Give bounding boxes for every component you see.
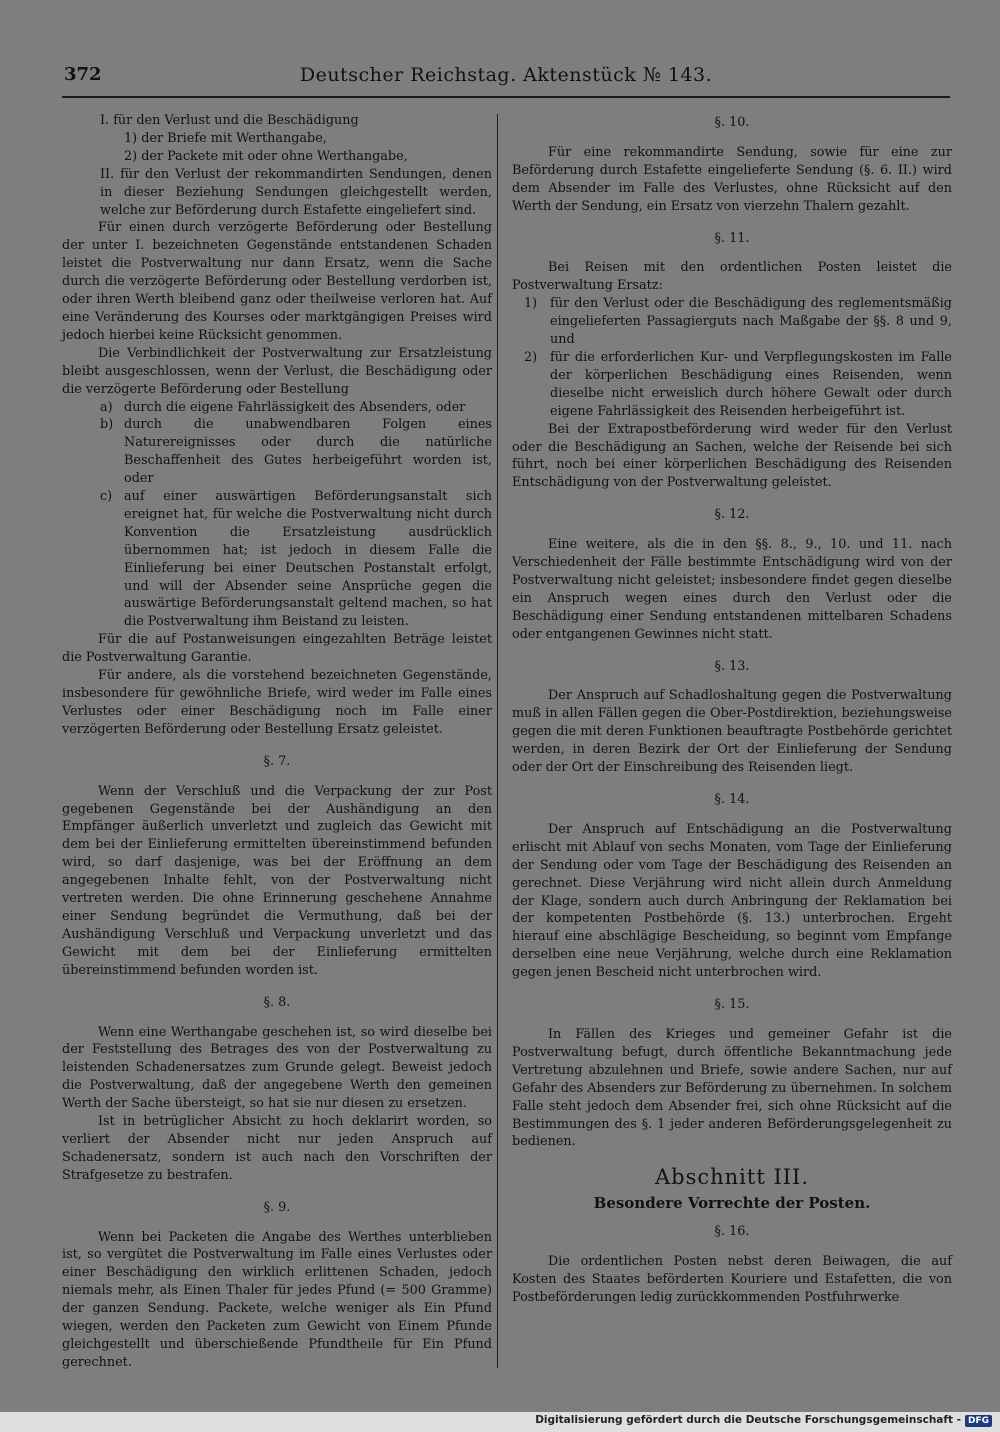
list-item: a) durch die eigene Fahrlässigkeit des Absenders, oder (100, 399, 466, 415)
chapter-heading: Abschnitt III. (654, 1165, 810, 1190)
section-heading: §. 12. (714, 507, 750, 523)
header-title: Deutscher Reichstag. Aktenstück № 143. (299, 64, 713, 86)
paragraph: Wenn eine Werthangabe geschehen ist, so wird dieselbe bei der Feststellung des Betrages des von der Postverwaltung zu leistenden Schadenersatzes zum Grunde gelegt. Beweist jedoch die Postverwaltung, daß der angegebene Werth den gemeinen Werth der Sache übersteigt, so hat sie nur diesen zu ersetzen. (62, 1024, 492, 1112)
chapter-subtitle: Besondere Vorrechte der Posten. (593, 1194, 871, 1213)
paragraph: Wenn der Verschluß und die Verpackung der zur Post gegebenen Gegenstände bei der Aushändigung an den Empfänger äußerlich unverletzt und zugleich das Gewicht mit dem bei der Einlieferung ermittelten übereinstimmend befunden wird, so darf dasjenige, was bei der Eröffnung an dem angegebenen Inhalte fehlt, von der Postverwaltung nicht vertreten werden. Die ohne Erinnerung geschehene Annahme einer Sendung begründet die Vermuthung, daß bei der Aushändigung Verschluß und Verpackung unverletzt und das Gewicht mit dem bei der Einlieferung ermittelten übereinstimmend befunden worden ist. (62, 783, 492, 978)
paragraph: Wenn bei Packeten die Angabe des Werthes unterblieben ist, so vergütet die Postverwaltung im Falle eines Verlustes oder einer Beschädigung den wirklich erlittenen Schaden, jedoch niemals mehr, als Einen Thaler für jedes Pfund (= 500 Gramme) der ganzen Sendung. Packete, welche weniger als Ein Pfund wiegen, werden den Packeten zum Gewicht von Einem Pfunde gleichgestellt und überschießende Pfundtheile für Ein Pfund gerechnet. (62, 1229, 492, 1370)
list-item: 2) der Packete mit oder ohne Werthangabe, (124, 148, 408, 164)
column-divider (497, 114, 498, 1368)
section-heading: §. 7. (263, 753, 291, 769)
list-item: 2) für die erforderlichen Kur- und Verpflegungskosten im Falle der körperlichen Beschädigung eines Reisenden, wenn dieselbe nicht erweislich durch höhere Gewalt oder durch eigene Fahrlässigkeit des Reisenden herbeigeführt ist. (524, 349, 952, 419)
paragraph: Eine weitere, als die in den §§. 8., 9., 10. und 11. nach Verschiedenheit der Fälle bestimmte Entschädigung wird von der Postverwaltung nicht geleistet; insbesondere findet gegen dieselbe ein Anspruch wegen eines durch den Verlust oder die Beschädigung einer Sendung entstandenen mittelbaren Schadens oder entgangenen Gewinnes nicht statt. (512, 537, 952, 642)
section-heading: §. 13. (714, 658, 750, 674)
section-heading: §. 9. (263, 1199, 291, 1215)
section-heading: §. 11. (714, 230, 750, 246)
page-header (62, 60, 950, 98)
paragraph: Der Anspruch auf Entschädigung an die Postverwaltung erlischt mit Ablauf von sechs Monaten, vom Tage der Einlieferung der Sendung oder vom Tage der Beschädigung des Reisenden an gerechnet. Diese Verjährung wird nicht allein durch Anmeldung der Klage, sondern auch durch Anbringung der Reklamation bei der kompetenten Postbehörde (§. 13.) unterbrochen. Ergeht hierauf eine abschlägige Bescheidung, so beginnt vom Empfange derselben eine neue Verjährung, welche durch eine Reklamation gegen jenen Bescheid nicht unterbrochen wird. (512, 821, 952, 981)
section-heading: §. 16. (714, 1224, 750, 1240)
paragraph: Für einen durch verzögerte Beförderung oder Bestellung der unter I. bezeichneten Gegenstände entstandenen Schaden leistet die Postverwaltung nur dann Ersatz, wenn die Sache durch die verzögerte Beförderung oder Bestellung verdorben ist, oder ihren Werth bleibend ganz oder theilweise verloren hat. Auf eine Veränderung des Kourses oder marktgängigen Preises wird jedoch hierbei keine Rücksicht genommen. (62, 220, 492, 343)
section-heading: §. 10. (714, 115, 750, 130)
paragraph: Die Verbindlichkeit der Postverwaltung zur Ersatzleistung bleibt ausgeschlossen, wenn der Verlust, die Beschädigung oder die verzögerte Beförderung oder Bestellung (62, 345, 492, 397)
list-item: I. für den Verlust und die Beschädigung (100, 113, 359, 128)
credit-text: Digitalisierung gefördert durch die Deutsche Forschungsgemeinschaft - (535, 1414, 961, 1426)
paragraph: Bei Reisen mit den ordentlichen Posten leistet die Postverwaltung Ersatz: (512, 260, 952, 294)
section-heading: §. 14. (714, 792, 750, 807)
paragraph: Bei der Extrapostbeförderung wird weder für den Verlust oder die Beschädigung an Sachen, welche der Reisende bei sich führt, noch bei einer körperlichen Beschädigung des Reisenden Entschädigung von der Postverwaltung geleistet. (512, 421, 952, 491)
list-item: 1) für den Verlust oder die Beschädigung des reglementsmäßig eingelieferten Passagierguts nach Maßgabe der §§. 8 und 9, und (524, 296, 952, 348)
paragraph: Für andere, als die vorstehend bezeichneten Gegenstände, insbesondere für gewöhnliche Briefe, wird weder im Falle eines Verlustes oder einer Beschädigung noch im Falle einer verzögerten Beförderung oder Bestellung Ersatz geleistet. (62, 668, 492, 737)
paragraph: Die ordentlichen Posten nebst deren Beiwagen, die auf Kosten des Staates beförderten Kouriere und Estafetten, die von Postbeförderungen ledig zurückkommenden Postfuhrwerke (512, 1254, 952, 1305)
paragraph: Ist in betrüglicher Absicht zu hoch deklarirt worden, so verliert der Absender nicht nur jeden Anspruch auf Schadenersatz, sondern ist auch nach den Vorschriften der Strafgesetze zu bestrafen. (62, 1114, 492, 1183)
list-item: II. für den Verlust der rekommandirten Sendungen, denen in dieser Beziehung Sendungen gleichgestellt werden, welche zur Beförderung durch Estafette eingeliefert sind. (100, 166, 492, 218)
list-item: b) durch die unabwendbaren Folgen eines Naturereignisses oder durch die natürliche Beschaffenheit des Gutes herbeigeführt worden ist, oder (100, 417, 492, 487)
dfg-logo: DFG (965, 1415, 992, 1427)
left-column (62, 112, 492, 1372)
paragraph: Für eine rekommandirte Sendung, sowie für eine zur Beförderung durch Estafette eingelieferte Sendung (§. 6. II.) wird dem Absender im Falle des Verlustes, ohne Rücksicht auf den Werth der Sendung, ein Ersatz von vierzehn Thalern gezahlt. (512, 144, 952, 214)
paragraph: In Fällen des Krieges und gemeiner Gefahr ist die Postverwaltung befugt, durch öffentliche Bekanntmachung jede Vertretung abzulehnen und Briefe, sowie andere Sachen, nur auf Gefahr des Absenders zur Beförderung zu übernehmen. In solchem Falle steht jedoch dem Absender frei, sich ohne Rücksicht auf die Bestimmungen des §. 1 jeder anderen Beförderungsgelegenheit zu bedienen. (512, 1026, 952, 1150)
paragraph: Der Anspruch auf Schadloshaltung gegen die Postverwaltung muß in allen Fällen gegen die Ober-Postdirektion, beziehungsweise gegen die mit deren Funktionen beauftragte Postbehörde gerichtet werden, in deren Bezirk der Ort der Einlieferung der Sendung oder der Ort der Einschreibung des Reisenden liegt. (512, 688, 952, 776)
digitization-credit (535, 1414, 992, 1427)
right-column (512, 112, 952, 1307)
list-item: c) auf einer auswärtigen Beförderungsanstalt sich ereignet hat, für welche die Postverwaltung nicht durch Konvention die Ersatzleistung ausdrücklich übernommen hat; ist jedoch in diesem Falle die Einlieferung bei einer Deutschen Postanstalt erfolgt, und will der Absender seine Ansprüche gegen die auswärtige Beförderungsanstalt geltend machen, so hat die Postverwaltung ihm Beistand zu leisten. (100, 489, 492, 630)
section-heading: §. 8. (263, 994, 291, 1010)
section-heading: §. 15. (714, 997, 750, 1013)
list-item: 1) der Briefe mit Werthangabe, (124, 130, 327, 146)
paragraph: Für die auf Postanweisungen eingezahlten Beträge leistet die Postverwaltung Garantie. (62, 632, 492, 666)
page-number: 372 (64, 64, 102, 85)
